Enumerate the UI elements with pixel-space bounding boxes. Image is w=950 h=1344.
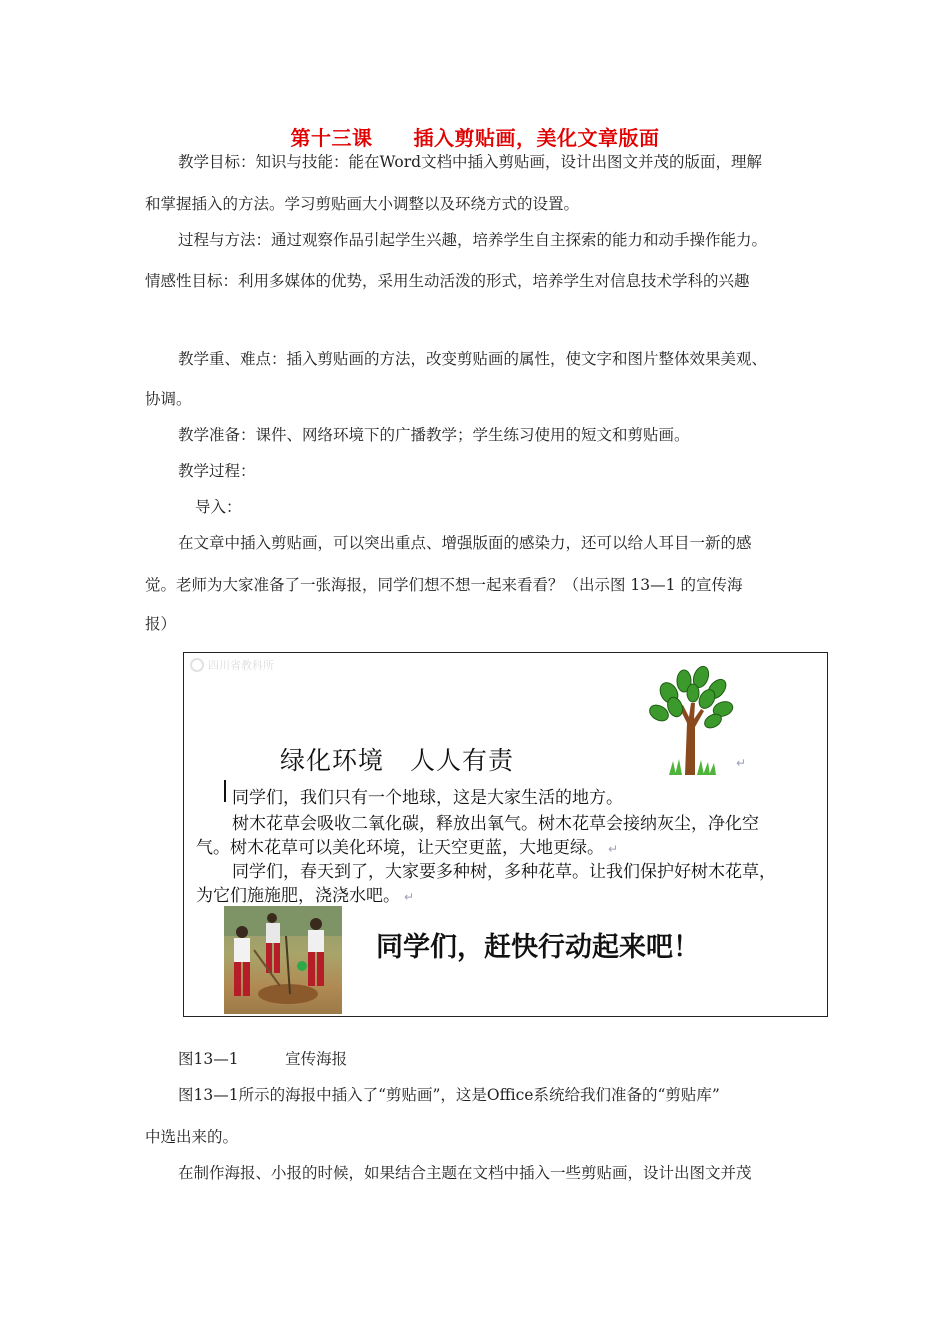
tree-icon	[639, 663, 739, 775]
watermark-logo-icon	[190, 658, 204, 672]
figure-caption: 图13—1 宣传海报	[178, 1050, 348, 1068]
clipart-line-2: 中选出来的。	[145, 1128, 239, 1146]
clipart-line-1: 图13—1所示的海报中插入了“剪贴画”，这是Office系统给我们准备的“剪贴库”	[178, 1086, 720, 1104]
intro-heading: 导入：	[195, 498, 242, 516]
objective-line-1: 教学目标：知识与技能：能在Word文档中插入剪贴画，设计出图文并茂的版面，理解	[178, 153, 763, 171]
key-points-line-1: 教学重、难点：插入剪贴画的方法，改变剪贴画的属性，使文字和图片整体效果美观、	[178, 350, 768, 368]
intro-line-2: 觉。老师为大家准备了一张海报，同学们想不想一起来看看？（出示图 13—1 的宣传海	[145, 576, 743, 594]
lesson-title: 第十三课 插入剪贴画，美化文章版面	[290, 126, 660, 150]
emotional-goal-line: 情感性目标：利用多媒体的优势，采用生动活泼的形式，培养学生对信息技术学科的兴趣	[145, 272, 750, 290]
poster-line-2: 树木花草会吸收二氧化碳，释放出氧气。树木花草会接纳灰尘，净化空	[232, 814, 759, 834]
poster-figure	[183, 652, 828, 1017]
poster-line-4: 同学们，春天到了，大家要多种树，多种花草。让我们保护好树木花草，	[232, 862, 776, 882]
poster-slogan: 同学们，赶快行动起来吧！	[376, 932, 700, 963]
poster-line-5: 为它们施施肥，浇浇水吧。 ↵	[196, 886, 415, 906]
paragraph-mark: ↵	[608, 842, 619, 856]
key-points-line-2: 协调。	[145, 390, 192, 408]
preparation-line: 教学准备：课件、网络环境下的广播教学；学生练习使用的短文和剪贴画。	[178, 426, 690, 444]
planting-photo-image	[224, 906, 342, 1014]
paragraph-mark: ↵	[404, 890, 415, 904]
process-heading: 教学过程：	[178, 462, 256, 480]
poster-making-line: 在制作海报、小报的时候，如果结合主题在文档中插入一些剪贴画，设计出图文并茂	[178, 1164, 752, 1182]
objective-line-2: 和掌握插入的方法。学习剪贴画大小调整以及环绕方式的设置。	[145, 195, 580, 213]
poster-title: 绿化环境 人人有责	[280, 746, 515, 775]
process-method-line: 过程与方法：通过观察作品引起学生兴趣，培养学生自主探索的能力和动手操作能力。	[178, 231, 768, 249]
text-cursor	[224, 780, 226, 802]
intro-line-1: 在文章中插入剪贴画，可以突出重点、增强版面的感染力，还可以给人耳目一新的感	[178, 534, 752, 552]
watermark-text: 四川省教科所	[208, 659, 274, 672]
paragraph-mark: ↵	[736, 756, 747, 770]
students-planting-photo	[224, 906, 342, 1014]
intro-line-3: 报）	[145, 615, 177, 633]
watermark	[190, 657, 274, 673]
poster-line-3: 气。树木花草可以美化环境，让天空更蓝，大地更绿。 ↵	[196, 838, 619, 858]
poster-line-1: 同学们，我们只有一个地球，这是大家生活的地方。	[232, 788, 623, 808]
